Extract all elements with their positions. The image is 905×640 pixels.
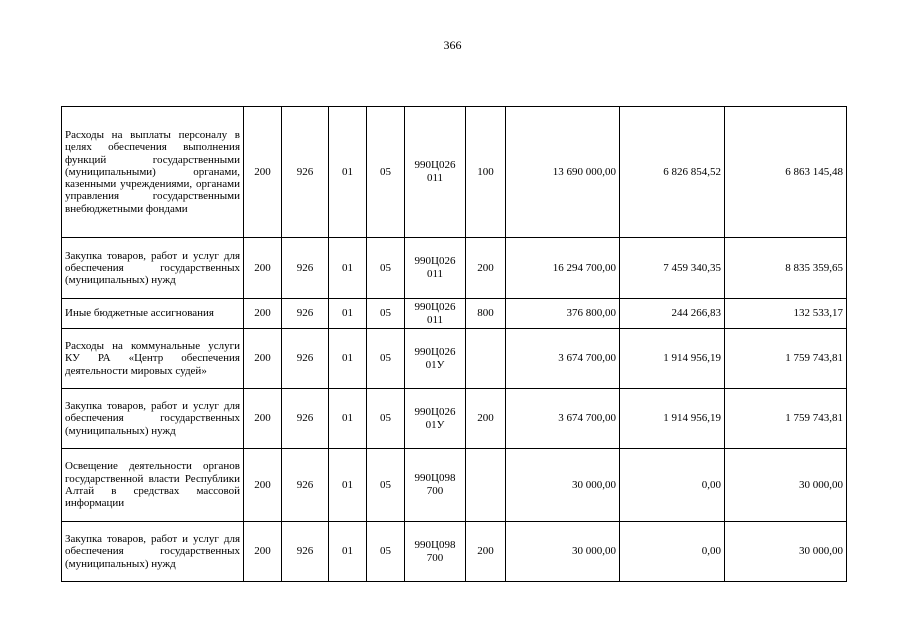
cell-amount2: 0,00 — [620, 522, 725, 582]
cell-col3: 01 — [329, 389, 367, 449]
cell-target-code — [405, 389, 466, 449]
table-row — [62, 299, 847, 329]
cell-col4: 05 — [367, 238, 405, 299]
table-row — [62, 449, 847, 522]
cell-amount3: 6 863 145,48 — [725, 107, 847, 238]
row-description: Закупка товаров, работ и услуг для обеспечения государственных (муниципальных) нужд — [62, 389, 244, 449]
cell-amount3: 30 000,00 — [725, 449, 847, 522]
code-line1: 990Ц026 — [414, 300, 456, 313]
cell-col2: 926 — [282, 522, 329, 582]
cell-col3: 01 — [329, 522, 367, 582]
cell-target-code — [405, 522, 466, 582]
code-line2: 011 — [426, 172, 444, 184]
cell-col2: 926 — [282, 389, 329, 449]
cell-col2: 926 — [282, 329, 329, 389]
cell-target-code — [405, 329, 466, 389]
cell-col3: 01 — [329, 299, 367, 329]
table-row — [62, 107, 847, 238]
cell-col2: 926 — [282, 299, 329, 329]
cell-col1: 200 — [244, 107, 282, 238]
cell-col4: 05 — [367, 449, 405, 522]
cell-expense-type — [466, 449, 506, 522]
table-row — [62, 389, 847, 449]
cell-amount3: 8 835 359,65 — [725, 238, 847, 299]
cell-amount3: 30 000,00 — [725, 522, 847, 582]
cell-col4: 05 — [367, 389, 405, 449]
cell-amount1: 13 690 000,00 — [506, 107, 620, 238]
cell-col2: 926 — [282, 238, 329, 299]
cell-target-code — [405, 107, 466, 238]
cell-col4: 05 — [367, 107, 405, 238]
table-row — [62, 329, 847, 389]
table-row — [62, 238, 847, 299]
cell-expense-type: 200 — [466, 238, 506, 299]
row-description: Расходы на выплаты персоналу в целях обеспечения выполнения функций государственными (муниципальными) органами, казенными учреждениями, органами управления государственными внебюджетными фондами — [62, 107, 244, 238]
cell-col1: 200 — [244, 299, 282, 329]
code-line1: 990Ц026 — [414, 255, 456, 267]
cell-amount2: 1 914 956,19 — [620, 329, 725, 389]
code-line2: 011 — [426, 313, 444, 326]
cell-col1: 200 — [244, 329, 282, 389]
cell-amount2: 6 826 854,52 — [620, 107, 725, 238]
cell-col3: 01 — [329, 449, 367, 522]
cell-target-code — [405, 449, 466, 522]
code-line1: 990Ц026 — [414, 345, 456, 358]
cell-amount1: 30 000,00 — [506, 449, 620, 522]
cell-amount2: 1 914 956,19 — [620, 389, 725, 449]
row-description: Закупка товаров, работ и услуг для обеспечения государственных (муниципальных) нужд — [62, 522, 244, 582]
cell-col4: 05 — [367, 299, 405, 329]
row-description: Иные бюджетные ассигнования — [62, 299, 244, 329]
cell-expense-type: 200 — [466, 522, 506, 582]
cell-amount2: 244 266,83 — [620, 299, 725, 329]
cell-target-code — [405, 238, 466, 299]
cell-expense-type: 100 — [466, 107, 506, 238]
cell-col4: 05 — [367, 522, 405, 582]
cell-col2: 926 — [282, 107, 329, 238]
cell-amount3: 1 759 743,81 — [725, 329, 847, 389]
cell-expense-type: 800 — [466, 299, 506, 329]
cell-amount1: 3 674 700,00 — [506, 389, 620, 449]
cell-col1: 200 — [244, 449, 282, 522]
cell-col4: 05 — [367, 329, 405, 389]
cell-col3: 01 — [329, 329, 367, 389]
table-row — [62, 522, 847, 582]
page-number: 366 — [443, 38, 462, 52]
cell-amount1: 30 000,00 — [506, 522, 620, 582]
code-line2: 011 — [426, 268, 444, 280]
code-line1: 990Ц098 — [414, 538, 456, 551]
row-description: Расходы на коммунальные услуги КУ РА «Центр обеспечения деятельности мировых судей» — [62, 329, 244, 389]
cell-col2: 926 — [282, 449, 329, 522]
cell-amount3: 1 759 743,81 — [725, 389, 847, 449]
cell-amount2: 7 459 340,35 — [620, 238, 725, 299]
code-line2: 01У — [425, 418, 445, 431]
cell-expense-type: 200 — [466, 389, 506, 449]
cell-amount2: 0,00 — [620, 449, 725, 522]
cell-col1: 200 — [244, 389, 282, 449]
row-description: Закупка товаров, работ и услуг для обеспечения государственных (муниципальных) нужд — [62, 238, 244, 299]
code-line1: 990Ц026 — [414, 405, 456, 418]
cell-amount1: 3 674 700,00 — [506, 329, 620, 389]
code-line1: 990Ц098 — [414, 472, 456, 484]
budget-table — [61, 106, 847, 582]
cell-col1: 200 — [244, 238, 282, 299]
code-line2: 700 — [426, 551, 444, 564]
cell-col1: 200 — [244, 522, 282, 582]
table-body — [62, 107, 847, 582]
cell-amount3: 132 533,17 — [725, 299, 847, 329]
cell-expense-type — [466, 329, 506, 389]
cell-target-code — [405, 299, 466, 329]
row-description: Освещение деятельности органов государственной власти Республики Алтай в средствах массовой информации — [62, 449, 244, 522]
cell-col3: 01 — [329, 107, 367, 238]
cell-col3: 01 — [329, 238, 367, 299]
cell-amount1: 376 800,00 — [506, 299, 620, 329]
code-line2: 700 — [426, 485, 444, 497]
cell-amount1: 16 294 700,00 — [506, 238, 620, 299]
code-line1: 990Ц026 — [414, 159, 456, 171]
code-line2: 01У — [425, 358, 445, 371]
